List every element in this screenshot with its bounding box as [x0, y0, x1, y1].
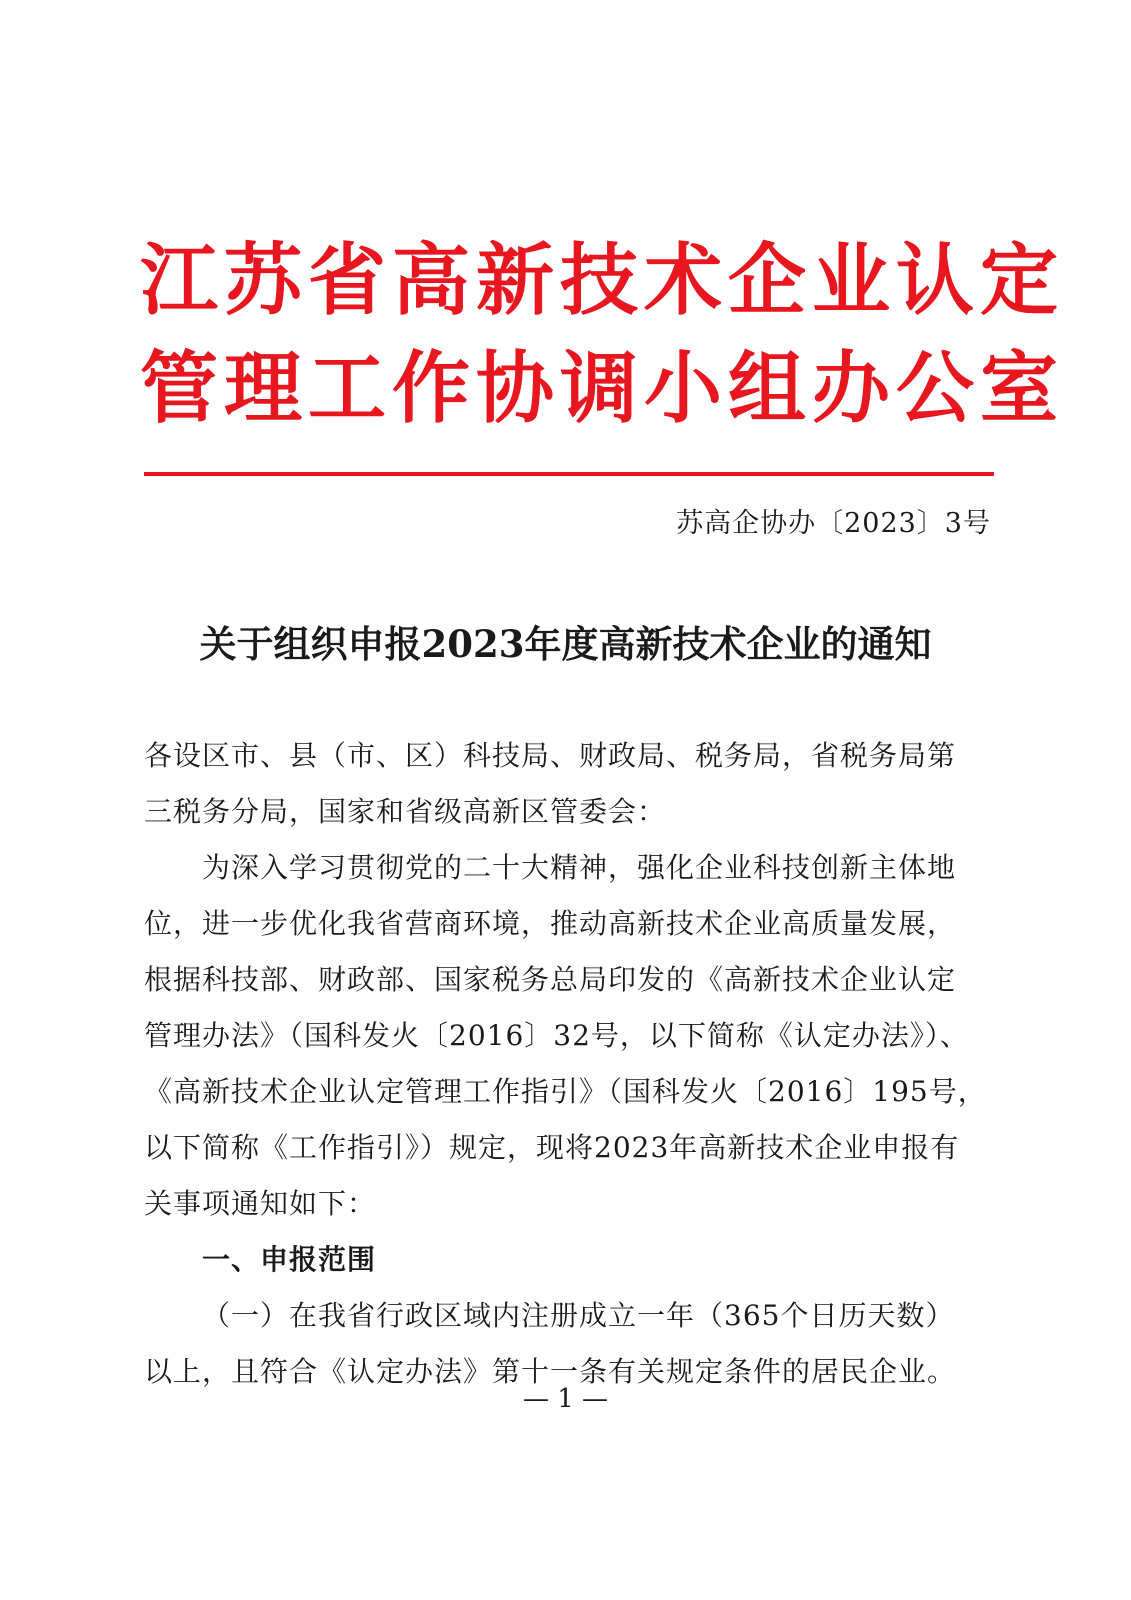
masthead-line-2: 管理工作协调小组办公室	[140, 344, 1065, 434]
paragraph-line: 位，进一步优化我省营商环境，推动高新技术企业高质量发展，	[144, 907, 957, 940]
addressee-line: 三税务分局，国家和省级高新区管委会：	[144, 795, 667, 828]
masthead-line-1: 江苏省高新技术企业认定	[140, 236, 1065, 326]
document-number: 苏高企协办〔2023〕3号	[676, 508, 991, 539]
paragraph-line: 《高新技术企业认定管理工作指引》（国科发火〔2016〕195号，	[144, 1075, 987, 1108]
document-title: 关于组织申报2023年度高新技术企业的通知	[199, 622, 932, 666]
paragraph-line: 以下简称《工作指引》）规定，现将2023年高新技术企业申报有	[144, 1131, 960, 1164]
red-divider-rule	[144, 472, 994, 476]
paragraph-line: 关事项通知如下：	[144, 1187, 377, 1220]
item-line: （一）在我省行政区域内注册成立一年（365个日历天数）	[202, 1299, 955, 1332]
page-number: — 1 —	[522, 1384, 609, 1414]
addressee-line: 各设区市、县（市、区）科技局、财政局、税务局，省税务局第	[144, 739, 957, 772]
paragraph-line: 管理办法》（国科发火〔2016〕32号，以下简称《认定办法》）、	[144, 1019, 969, 1052]
section-heading: 一、申报范围	[202, 1243, 377, 1276]
paragraph-line: 为深入学习贯彻党的二十大精神，强化企业科技创新主体地	[202, 851, 957, 884]
item-line: 以上，且符合《认定办法》第十一条有关规定条件的居民企业。	[144, 1355, 957, 1388]
paragraph-line: 根据科技部、财政部、国家税务总局印发的《高新技术企业认定	[144, 963, 957, 996]
document-body	[144, 728, 994, 1400]
